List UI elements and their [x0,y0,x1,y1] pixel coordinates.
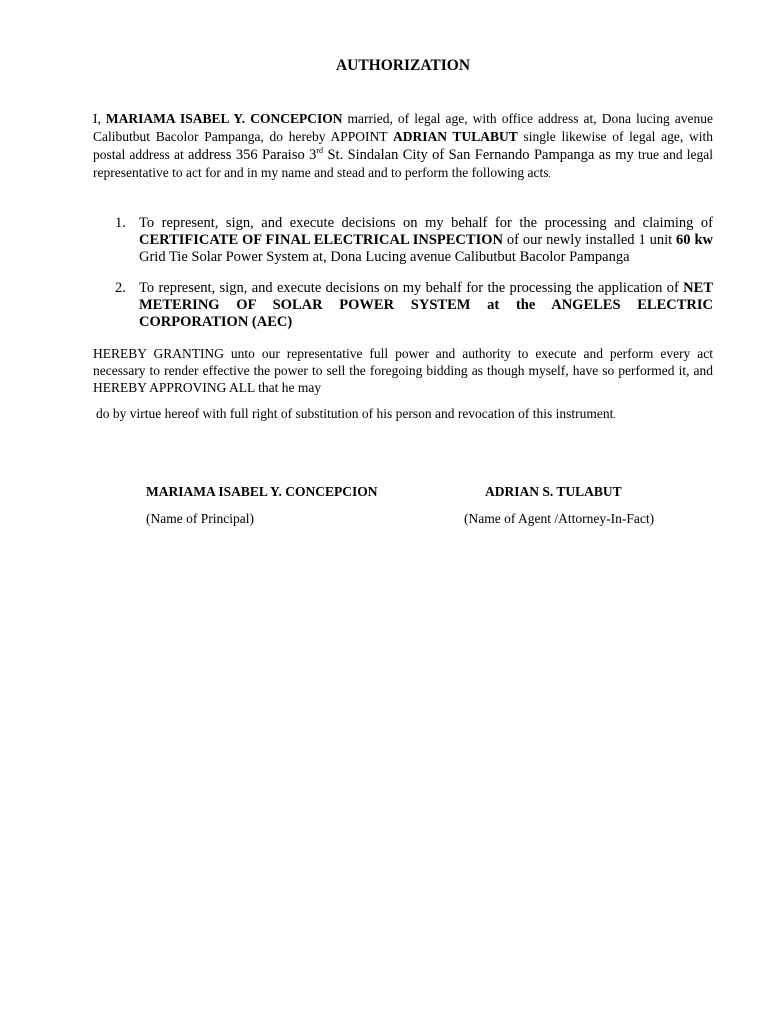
acts-list [93,215,713,331]
address-superscript: rd [316,146,324,155]
agent-signature-label: (Name of Agent /Attorney-In-Fact) [464,511,655,526]
document-title: AUTHORIZATION [335,57,471,74]
granting-paragraph: HEREBY GRANTING unto our representative full power and authority to execute and perform every act necessary to render effective the power to sell the foregoing bidding as though myself, have so performed it, and HEREBY APPROVING ALL that he may [93,346,713,395]
virtue-end-period: . [613,410,616,420]
list-item [93,280,713,331]
act-text: of our newly installed 1 unit [502,232,677,248]
intro-text-4: true and legal representative to act for and in my name and stead and to perform the following acts [93,147,713,180]
intro-text-2: married, of legal age, with office address at, Dona lucing avenue Calibutbut Bacolor Pampanga, do hereby APPOINT [93,111,714,144]
virtue-paragraph [96,405,716,424]
act-bold-text: 60 kw [676,232,713,248]
agent-name-inline: ADRIAN TULABUT [393,129,518,144]
agent-signature-name: ADRIAN S. TULABUT [485,484,622,499]
intro-end-period: . [548,169,551,179]
principal-name-inline: MARIAMA ISABEL Y. CONCEPCION [105,111,343,126]
list-item [93,215,713,266]
principal-signature-label: (Name of Principal) [146,511,254,526]
act-bold-text: CERTIFICATE OF FINAL ELECTRICAL INSPECTION [139,232,503,248]
principal-signature-name: MARIAMA ISABEL Y. CONCEPCION [146,484,378,499]
postal-address-a: address 356 Paraiso 3 [187,147,317,163]
list-item-number: 1. [115,215,126,231]
postal-address-b: St. Sindalan City of San Fernando Pampanga as my [323,147,634,163]
intro-paragraph [93,110,713,183]
list-item-number: 2. [115,280,126,296]
intro-text-1: I, [93,111,106,126]
act-text: To represent, sign, and execute decisions on my behalf for the processing the application of [139,280,684,296]
act-text: Grid Tie Solar Power System at, Dona Lucing avenue Calibutbut Bacolor Pampanga [139,249,630,265]
act-text: To represent, sign, and execute decisions on my behalf for the processing and claiming of [139,215,713,231]
virtue-text: do by virtue hereof with full right of substitution of his person and revocation of this instrument [96,406,614,421]
act-bold-text: NET METERING OF SOLAR POWER SYSTEM at the ANGELES ELECTRIC CORPORATION (AEC) [139,280,713,330]
intro-text-3: single likewise of legal age, with postal address at [93,129,713,162]
